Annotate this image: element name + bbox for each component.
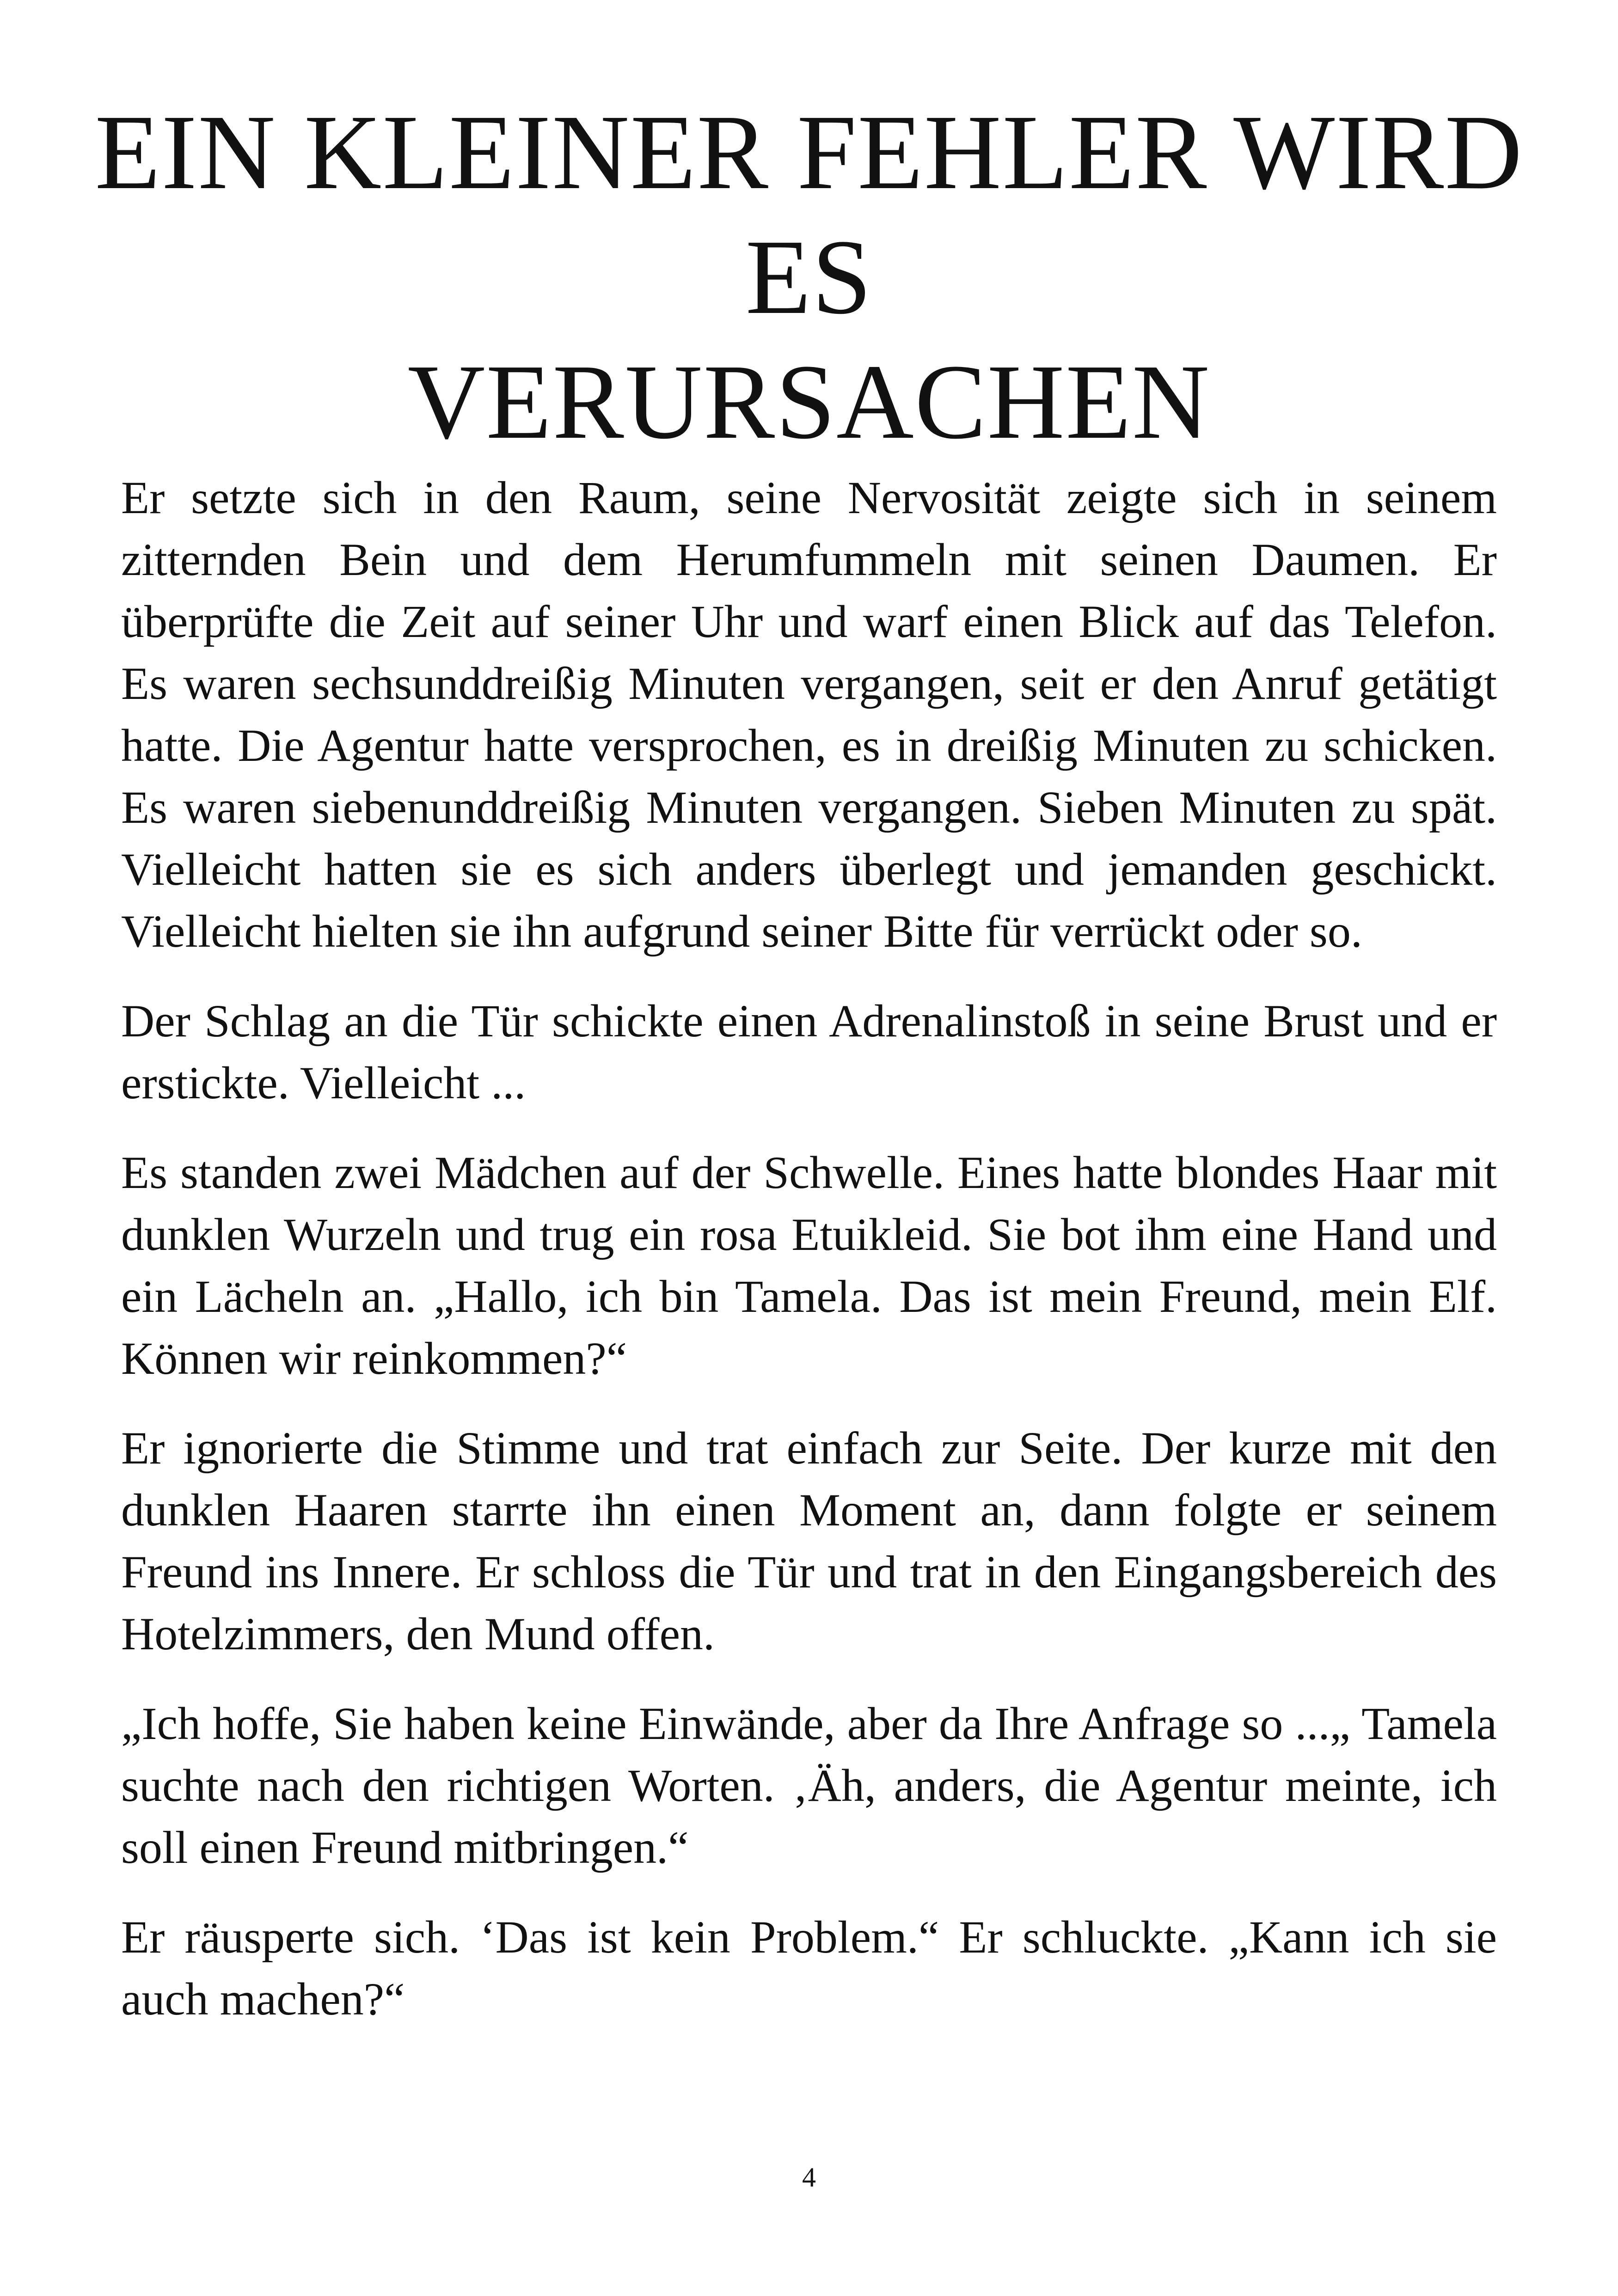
paragraph-4: Er ignorierte die Stimme und trat einfach zur Seite. Der kurze mit den dunklen Haaren starrte ihn einen Moment an, dann folgte er seinem Freund ins Innere. Er schloss die Tür und trat in den Eingangsbereich des Hotelzimmers, den Mund offen. — [121, 1422, 1497, 1659]
chapter-title-line-2: VERURSACHEN — [407, 343, 1211, 461]
paragraph-5: „Ich hoffe, Sie haben keine Einwände, aber da Ihre Anfrage so ...„ Tamela suchte nach den richtigen Worten. ‚Äh, anders, die Agentur meinte, ich soll einen Freund mitbringen.“ — [121, 1698, 1497, 1873]
paragraph-1: Er setzte sich in den Raum, seine Nervosität zeigte sich in seinem zitternden Bein und dem Herumfummeln mit seinen Daumen. Er überprüfte die Zeit auf seiner Uhr und warf einen Blick auf das Telefon. Es waren sechsunddreißig Minuten vergangen, seit er den Anruf getätigt hatte. Die Agentur hatte versprochen, es in dreißig Minuten zu schicken. Es waren siebenunddreißig Minuten vergangen. Sieben Minuten zu spät. Vielleicht hatten sie es sich anders überlegt und jemanden geschickt. Vielleicht hielten sie ihn aufgrund seiner Bitte für verrückt oder so. — [121, 472, 1497, 957]
page-number: 4 — [802, 2162, 816, 2192]
paragraph-2: Der Schlag an die Tür schickte einen Adrenalinstoß in seine Brust und er erstickte. Vielleicht ... — [121, 995, 1497, 1108]
chapter-title-line-1: EIN KLEINER FEHLER WIRD ES — [95, 93, 1523, 337]
chapter-body — [121, 467, 1497, 2058]
paragraph-3: Es standen zwei Mädchen auf der Schwelle. Eines hatte blondes Haar mit dunklen Wurzeln und trug ein rosa Etuikleid. Sie bot ihm eine Hand und ein Lächeln an. „Hallo, ich bin Tamela. Das ist mein Freund, mein Elf. Können wir reinkommen?“ — [121, 1147, 1497, 1384]
paragraph-6: Er räusperte sich. ‘Das ist kein Problem.“ Er schluckte. „Kann ich sie auch machen?“ — [121, 1911, 1497, 2025]
chapter-title — [92, 90, 1526, 465]
